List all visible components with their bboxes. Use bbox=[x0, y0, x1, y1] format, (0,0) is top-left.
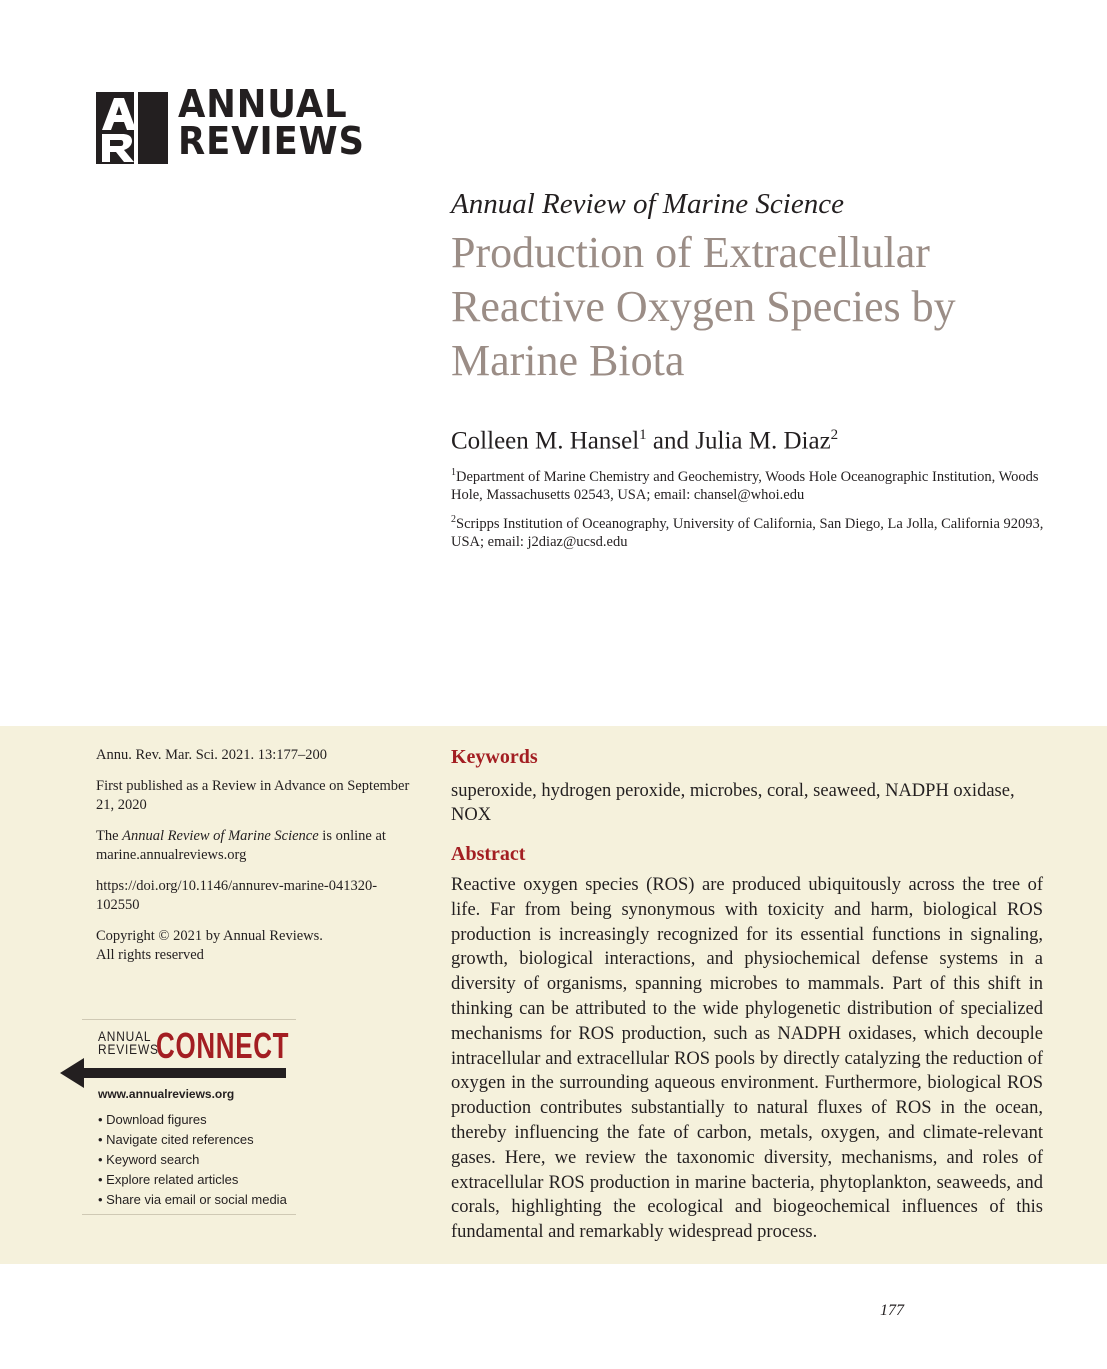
page-number: 177 bbox=[880, 1302, 904, 1319]
first-published: First published as a Review in Advance on September 21, 2020 bbox=[96, 778, 410, 813]
keywords-heading: Keywords bbox=[451, 746, 538, 768]
online-location bbox=[96, 827, 416, 865]
connect-feature: • Download figures bbox=[98, 1112, 207, 1127]
author-affil-marker: 2 bbox=[830, 427, 839, 443]
arrow-left-icon bbox=[58, 1056, 288, 1090]
annual-reviews-logo bbox=[96, 82, 376, 166]
online-prefix: The bbox=[96, 828, 123, 844]
online-journal: Annual Review of Marine Science bbox=[122, 828, 319, 844]
author-name: Colleen M. Hansel bbox=[451, 427, 640, 455]
connect-feature: • Keyword search bbox=[98, 1152, 200, 1167]
doi-link[interactable]: https://doi.org/10.1146/annurev-marine-041320-102550 bbox=[96, 878, 378, 913]
connect-line-reviews: REVIEWS bbox=[98, 1041, 159, 1057]
keywords-text: superoxide, hydrogen peroxide, microbes, coral, seaweed, NADPH oxidase, NOX bbox=[451, 781, 1015, 825]
connect-feature: • Share via email or social media bbox=[98, 1192, 287, 1207]
logo-line-annual: ANNUAL bbox=[178, 82, 348, 126]
connect-brand: CONNECT bbox=[156, 1025, 290, 1066]
abstract-heading: Abstract bbox=[451, 843, 526, 865]
affiliation bbox=[451, 464, 1071, 504]
online-suffix: is online at marine.annualreviews.org bbox=[96, 828, 386, 863]
article-metadata bbox=[96, 746, 416, 977]
connect-line-annual: ANNUAL bbox=[98, 1028, 152, 1044]
connect-feature-list bbox=[98, 1110, 287, 1210]
logo-line-reviews: REVIEWS bbox=[178, 119, 365, 163]
author-join: and bbox=[646, 427, 696, 455]
affiliation bbox=[451, 511, 1071, 551]
citation: Annu. Rev. Mar. Sci. 2021. 13:177–200 bbox=[96, 747, 328, 763]
affiliation-text: Scripps Institution of Oceanography, University of California, San Diego, La Jolla, California 92093, USA; email: j2diaz@ucsd.edu bbox=[451, 515, 1044, 550]
rights-text: All rights reserved bbox=[96, 947, 204, 963]
author-name: Julia M. Diaz bbox=[695, 427, 831, 455]
journal-name: Annual Review of Marine Science bbox=[451, 188, 844, 220]
affiliation-marker: 1 bbox=[451, 467, 456, 479]
ar-logo-mark-icon bbox=[96, 92, 168, 164]
keywords-abstract bbox=[451, 744, 1043, 1245]
article-header bbox=[451, 186, 1071, 551]
author-affil-marker: 1 bbox=[639, 427, 647, 443]
author-line bbox=[451, 420, 1071, 456]
connect-url[interactable]: www.annualreviews.org bbox=[98, 1087, 235, 1101]
connect-feature: • Explore related articles bbox=[98, 1172, 239, 1187]
article-title: Production of Extracellular Reactive Oxygen Species by Marine Biota bbox=[451, 228, 956, 385]
annual-reviews-connect[interactable] bbox=[82, 1019, 296, 1215]
abstract-text: Reactive oxygen species (ROS) are produced ubiquitously across the tree of life. Far from being synonymous with toxicity and harm, biological ROS production is increasingly recognized for its essential functions in signaling, growth, biological interactions, and physiochemical defense systems in a diversity of organisms, spanning microbes to mammals. Part of this shift in thinking can be attributed to the wide phylogenetic distribution of specialized mechanisms for ROS production, such as NADPH oxidases, which decouple intracellular and extracellular ROS pools by directly catalyzing the reduction of oxygen in the surrounding aqueous environment. Furthermore, biological ROS production contributes substantially to natural fluxes of ROS in the ocean, thereby influencing the fate of carbon, metals, oxygen, and climate-relevant gases. Here, we review the taxonomic diversity, mechanisms, and roles of extracellular ROS production in marine bacteria, phytoplankton, seaweeds, and corals, highlighting the ecological and biogeochemical influences of this fundamental and remarkably widespread process. bbox=[451, 875, 1043, 1243]
logo-wordmark bbox=[178, 82, 365, 163]
affiliation-text: Department of Marine Chemistry and Geochemistry, Woods Hole Oceanographic Institution, Woods Hole, Massachusetts 02543, USA; email: chansel@whoi.edu bbox=[451, 469, 1039, 504]
affiliation-marker: 2 bbox=[451, 514, 456, 526]
copyright-text: Copyright © 2021 by Annual Reviews. bbox=[96, 928, 323, 944]
connect-feature: • Navigate cited references bbox=[98, 1132, 254, 1147]
copyright bbox=[96, 927, 416, 965]
